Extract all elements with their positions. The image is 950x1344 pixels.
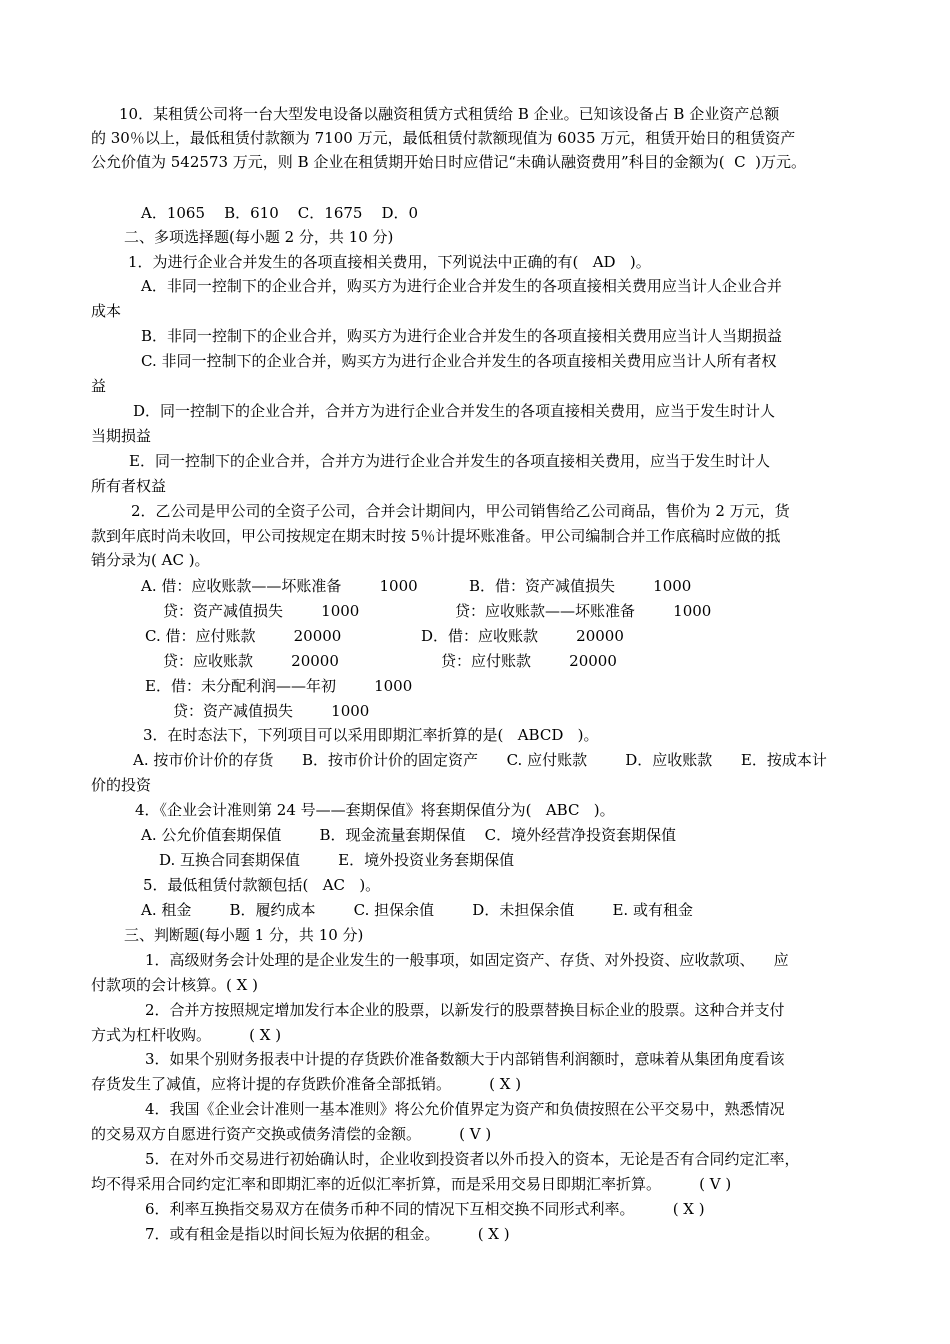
mc-q3-options: A. 按市价计价的存货 B．按市价计价的固定资产 C. 应付账款 D．应收账款 E．按成本计 [133,751,827,769]
mc-q1-option-e-cont: 所有者权益 [91,477,167,495]
mc-q2-stem-line-3: 销分录为( AC )。 [91,551,210,569]
tf-q3-line-2: 存货发生了减值，应将计提的存货跌价准备全部抵销。 ( X ) [91,1075,522,1093]
tf-q2-line-2: 方式为杠杆收购。 ( X ) [91,1026,282,1044]
mc-q1-option-e: E．同一控制下的企业合并，合并方为进行企业合并发生的各项直接相关费用，应当于发生时计人 [129,452,770,470]
mc-q1-option-c: C. 非同一控制下的企业合并，购买方为进行企业合并发生的各项直接相关费用应当计人所有者权 [141,352,777,370]
mc-q3-stem: 3．在时态法下，下列项目可以采用即期汇率折算的是( ABCD )。 [143,726,599,744]
section-heading-true-false: 三、判断题(每小题 1 分，共 10 分) [124,926,364,944]
q10-options: A．1065 B．610 C．1675 D．0 [141,204,419,222]
mc-q1-option-c-cont: 益 [91,377,107,395]
mc-q4-options-line-1: A. 公允价值套期保值 B．现金流量套期保值 C．境外经营净投资套期保值 [141,826,677,844]
mc-q5-stem: 5．最低租赁付款额包括( AC )。 [143,876,381,894]
mc-q2-option-e-credit: 贷：资产减值损失 1000 [173,702,370,720]
mc-q1-option-a-cont: 成本 [91,302,122,320]
mc-q1-option-d-cont: 当期损益 [91,427,152,445]
q10-stem-line-1: 10．某租赁公司将一台大型发电设备以融资租赁方式租赁给 B 企业。已知该设备占 B 企业资产总额 [119,105,780,123]
tf-q1-line-2: 付款项的会计核算。( X ) [91,976,258,994]
tf-q1-line-1: 1．高级财务会计处理的是企业发生的一般事项，如固定资产、存货、对外投资、应收款项、 应 [145,951,789,969]
tf-q7: 7．或有租金是指以时间长短为依据的租金。 ( X ) [145,1225,510,1243]
mc-q1-stem: 1．为进行企业合并发生的各项直接相关费用，下列说法中正确的有( AD )。 [128,253,651,271]
mc-q2-option-d-credit: 贷：应付账款 20000 [441,652,617,670]
tf-q4-line-2: 的交易双方自愿进行资产交换或债务清偿的金额。 ( V ) [91,1125,492,1143]
q10-stem-line-2: 的 30％以上，最低租赁付款额为 7100 万元，最低租赁付款额现值为 6035 万元，租赁开始日的租赁资产 [91,129,796,147]
mc-q2-option-a-credit: 贷：资产减值损失 1000 [163,602,360,620]
mc-q2-option-c-credit: 贷：应收账款 20000 [163,652,339,670]
mc-q2-option-b-debit: B．借：资产减值损失 1000 [469,577,692,595]
mc-q4-stem: 4．《企业会计准则第 24 号——套期保值》将套期保值分为( ABC )。 [135,801,615,819]
tf-q3-line-1: 3．如果个别财务报表中计提的存货跌价准备数额大于内部销售利润额时，意味着从集团角度看该 [145,1050,785,1068]
mc-q2-option-d-debit: D．借：应收账款 20000 [421,627,624,645]
section-heading-multiple-choice: 二、多项选择题(每小题 2 分，共 10 分) [124,228,394,246]
mc-q2-option-e-debit: E．借：未分配利润——年初 1000 [145,677,413,695]
mc-q2-option-b-credit: 贷：应收账款——坏账准备 1000 [455,602,712,620]
tf-q2-line-1: 2．合并方按照规定增加发行本企业的股票，以新发行的股票替换目标企业的股票。这种合并支付 [145,1001,785,1019]
mc-q4-options-line-2: D. 互换合同套期保值 E．境外投资业务套期保值 [159,851,515,869]
mc-q5-options: A. 租金 B．履约成本 C. 担保余值 D．未担保余值 E. 或有租金 [141,901,693,919]
mc-q1-option-d: D．同一控制下的企业合并，合并方为进行企业合并发生的各项直接相关费用，应当于发生时计人 [133,402,776,420]
mc-q3-options-cont: 价的投资 [91,776,152,794]
mc-q2-option-c-debit: C. 借：应付账款 20000 [145,627,342,645]
tf-q4-line-1: 4．我国《企业会计准则一基本准则》将公允价值界定为资产和负债按照在公平交易中，熟悉情况 [145,1100,785,1118]
q10-stem-line-3: 公允价值为 542573 万元，则 B 企业在租赁期开始日时应借记“未确认融资费用”科目的金额为( C )万元。 [91,153,806,171]
tf-q6: 6．利率互换指交易双方在债务币种不同的情况下互相交换不同形式利率。 ( X ) [145,1200,705,1218]
mc-q2-option-a-debit: A. 借：应收账款——坏账准备 1000 [141,577,418,595]
tf-q5-line-2: 均不得采用合同约定汇率和即期汇率的近似汇率折算，而是采用交易日即期汇率折算。 ( V ) [91,1175,732,1193]
mc-q2-stem-line-1: 2．乙公司是甲公司的全资子公司，合并会计期间内，甲公司销售给乙公司商品，售价为 2 万元，货 [131,502,790,520]
mc-q1-option-b: B．非同一控制下的企业合并，购买方为进行企业合并发生的各项直接相关费用应当计人当期损益 [141,327,783,345]
tf-q5-line-1: 5．在对外币交易进行初始确认时，企业收到投资者以外币投入的资本，无论是否有合同约定汇率， [145,1150,800,1168]
mc-q2-stem-line-2: 款到年底时尚未收回，甲公司按规定在期末时按 5％计提坏账准备。甲公司编制合并工作底稿时应做的抵 [91,527,781,545]
mc-q1-option-a: A．非同一控制下的企业合并，购买方为进行企业合并发生的各项直接相关费用应当计人企业合并 [141,277,782,295]
